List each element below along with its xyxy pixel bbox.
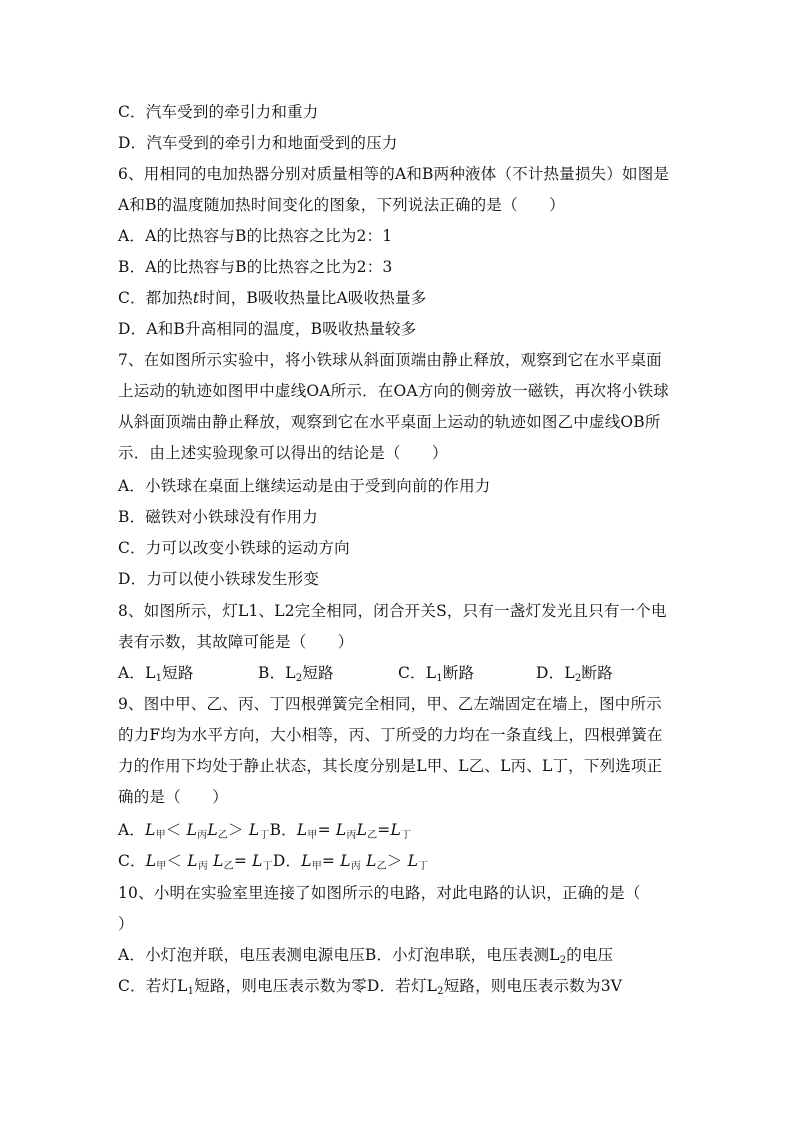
q10-stem-line2: ）: [118, 915, 134, 933]
q10-options-cd: C．若灯$L_1$短路，则电压表示数为零D．若灯$L_2$短路，则电压表示数为3V: [118, 977, 623, 997]
q10-stem-line1: 10、小明在实验室里连接了如图所示的电路，对此电路的认识，正确的是（: [118, 884, 641, 902]
q9-stem-line4: 确的是（ ）: [118, 788, 228, 806]
q9-stem-line2: 的力F均为水平方向，大小相等，丙、丁所受的力均在一条直线上，四根弹簧在: [118, 726, 663, 744]
q6-option-d: D．A和B升高相同的温度，B吸收热量较多: [118, 320, 417, 338]
q7-stem-line3: 从斜面顶端由静止释放，观察到它在水平桌面上运动的轨迹如图乙中虚线OB所: [118, 413, 661, 431]
q6-option-b: B．A的比热容与B的比热容之比为2：3: [118, 258, 393, 276]
q8-option-c: C．$L_1$断路: [398, 664, 475, 684]
q8-option-d: D．$L_2$断路: [536, 664, 613, 684]
q8-stem-line2: 表有示数，其故障可能是（ ）: [118, 633, 354, 651]
q8-options: [118, 663, 688, 689]
q8-option-b: B．$L_2$短路: [258, 664, 334, 684]
q9-stem-line3: 力的作用下均处于静止状态，其长度分别是L甲、L乙、L丙、L丁，下列选项正: [118, 757, 663, 775]
q9-stem-line1: 9、图中甲、乙、丙、丁四根弹簧完全相同，甲、乙左端固定在墙上，图中所示: [118, 695, 662, 713]
q7-stem-line4: 示．由上述实验现象可以得出的结论是（ ）: [118, 444, 448, 462]
q8-option-a: A．$L_1$短路: [118, 664, 194, 684]
q9-options-cd: C．$L_甲< L_丙$ $L_乙= L_丁D$．$L_甲= L_丙$ $L_乙> L_丁$: [118, 852, 429, 872]
q7-option-b: B．磁铁对小铁球没有作用力: [118, 508, 318, 526]
q7-option-d: D．力可以使小铁球发生形变: [118, 570, 320, 588]
q6-option-c: C．都加热t时间，B吸收热量比A吸收热量多: [118, 289, 427, 307]
q5-option-c: C．汽车受到的牵引力和重力: [118, 103, 319, 121]
q7-stem-line1: 7、在如图所示实验中，将小铁球从斜面顶端由静止释放，观察到它在水平桌面: [118, 351, 662, 369]
q9-options-ab: A．$L_甲< L_丙L_乙> L_丁B$．$L_甲= L_丙L_乙=L_丁$: [118, 821, 412, 841]
q7-option-a: A．小铁球在桌面上继续运动是由于受到向前的作用力: [118, 477, 491, 495]
q10-options-ab: A．小灯泡并联，电压表测电源电压B．小灯泡串联，电压表测$L_2$的电压: [118, 946, 614, 966]
q6-stem-line1: 6、用相同的电加热器分别对质量相等的A和B两种液体（不计热量损失）如图是: [118, 165, 670, 183]
q7-stem-line2: 上运动的轨迹如图甲中虚线OA所示．在OA方向的侧旁放一磁铁，再次将小铁球: [118, 382, 670, 400]
q5-option-d: D．汽车受到的牵引力和地面受到的压力: [118, 134, 398, 152]
q7-option-c: C．力可以改变小铁球的运动方向: [118, 539, 350, 557]
q8-stem-line1: 8、如图所示，灯L1、L2完全相同，闭合开关S，只有一盏灯发光且只有一个电: [118, 602, 667, 620]
q6-option-a: A．A的比热容与B的比热容之比为2：1: [118, 227, 393, 245]
q6-stem-line2: A和B的温度随加热时间变化的图象，下列说法正确的是（ ）: [118, 196, 565, 214]
